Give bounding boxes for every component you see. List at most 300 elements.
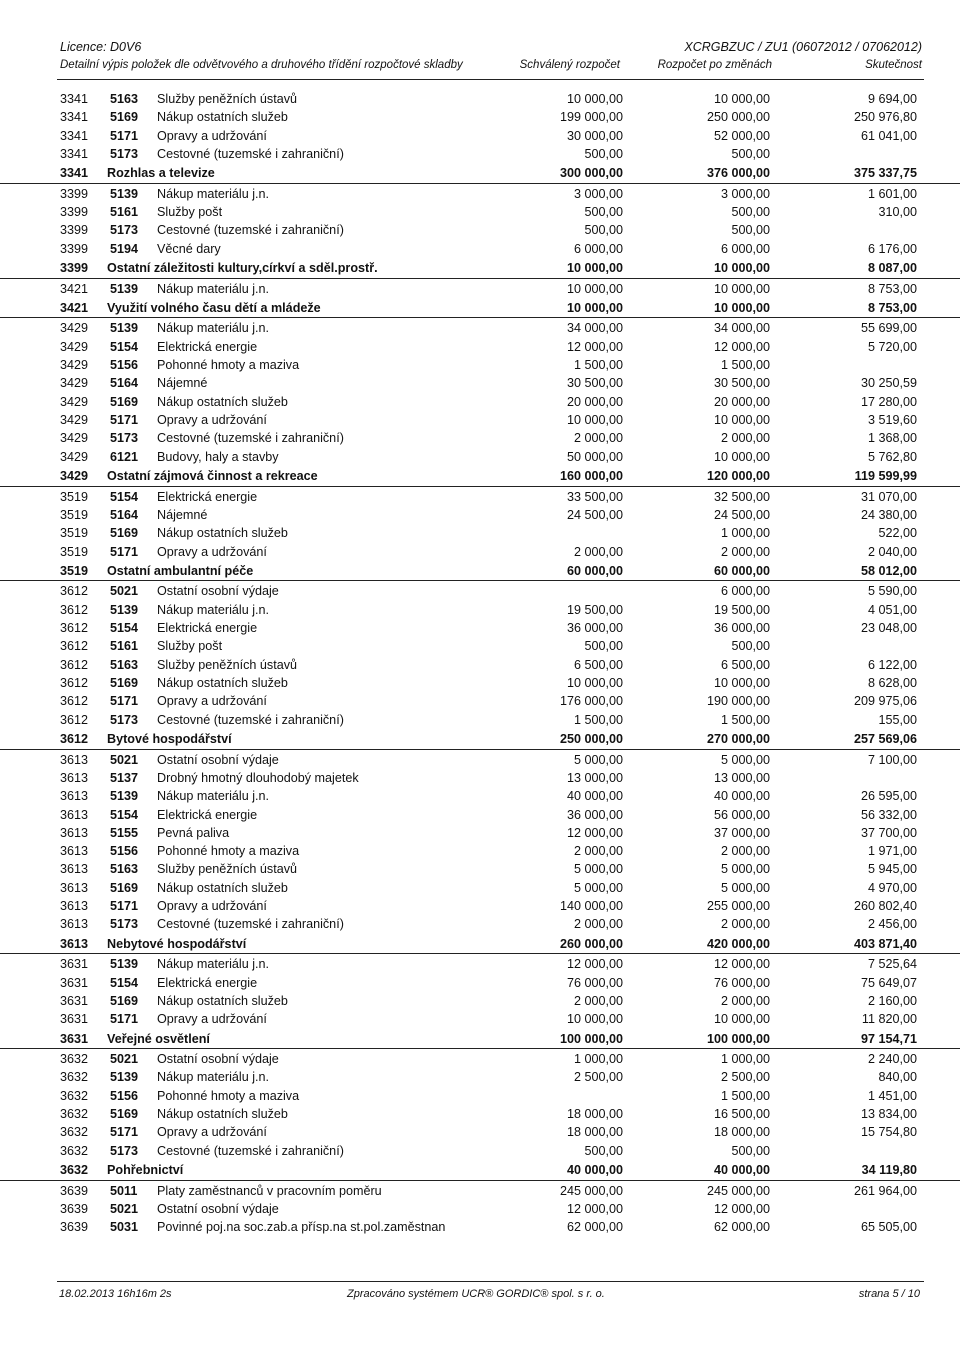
- rozpocet-cell: 500,00: [731, 1143, 770, 1158]
- schvaleny-cell: 10 000,00: [566, 413, 623, 428]
- table-row: [0, 524, 960, 542]
- rozpocet-cell: 2 500,00: [720, 1070, 770, 1085]
- paragraph-cell: 3399: [60, 205, 89, 220]
- skutecnost-cell: 58 012,00: [860, 563, 917, 578]
- table-row: [0, 751, 960, 769]
- schvaleny-cell: 5 000,00: [573, 880, 623, 895]
- item-code-cell: 5139: [110, 789, 139, 804]
- table-row: [0, 221, 960, 239]
- rozpocet-cell: 12 000,00: [713, 957, 770, 972]
- skutecnost-cell: 30 250,59: [860, 376, 917, 391]
- item-name-cell: Nákup materiálu j.n.: [157, 957, 269, 972]
- section-total-row: [0, 1160, 960, 1181]
- schvaleny-cell: 76 000,00: [566, 975, 623, 990]
- section-name-cell: Ostatní záležitosti kultury,církví a sděl.prostř.: [107, 261, 378, 276]
- item-name-cell: Opravy a udržování: [157, 1125, 267, 1140]
- rozpocet-cell: 10 000,00: [713, 281, 770, 296]
- item-code-cell: 5161: [110, 639, 139, 654]
- rozpocet-cell: 3 000,00: [720, 186, 770, 201]
- skutecnost-cell: 7 100,00: [867, 752, 917, 767]
- item-name-cell: Pohonné hmoty a maziva: [157, 1088, 300, 1103]
- rozpocet-cell: 2 000,00: [720, 431, 770, 446]
- section-name-cell: Využití volného času dětí a mládeže: [107, 300, 321, 315]
- item-code-cell: 5163: [110, 862, 139, 877]
- rozpocet-cell: 20 000,00: [713, 394, 770, 409]
- skutecnost-cell: 5 720,00: [867, 339, 917, 354]
- table-row: [0, 806, 960, 824]
- item-code-cell: 5163: [110, 92, 139, 106]
- section-total-row: [0, 466, 960, 487]
- rozpocet-cell: 5 000,00: [720, 862, 770, 877]
- skutecnost-cell: 61 041,00: [860, 128, 917, 143]
- paragraph-cell: 3429: [60, 469, 89, 484]
- paragraph-cell: 3613: [60, 844, 89, 859]
- schvaleny-cell: 1 500,00: [573, 358, 623, 373]
- skutecnost-cell: 26 595,00: [860, 789, 917, 804]
- table-row: [0, 127, 960, 145]
- schvaleny-cell: 2 000,00: [573, 544, 623, 559]
- paragraph-cell: 3429: [60, 321, 89, 336]
- item-name-cell: Věcné dary: [157, 241, 221, 256]
- rozpocet-cell: 5 000,00: [720, 880, 770, 895]
- table-row: [0, 240, 960, 258]
- item-name-cell: Nákup ostatních služeb: [157, 880, 288, 895]
- paragraph-cell: 3612: [60, 639, 89, 654]
- skutecnost-cell: 8 087,00: [867, 261, 917, 276]
- skutecnost-cell: 56 332,00: [860, 807, 917, 822]
- table-row: [0, 506, 960, 524]
- paragraph-cell: 3612: [60, 621, 89, 636]
- item-name-cell: Služby peněžních ústavů: [157, 92, 298, 106]
- item-name-cell: Pohonné hmoty a maziva: [157, 358, 300, 373]
- skutecnost-cell: 5 590,00: [867, 584, 917, 599]
- item-code-cell: 5169: [110, 526, 139, 541]
- report-footer: [57, 1281, 924, 1298]
- item-code-cell: 5011: [110, 1183, 138, 1198]
- skutecnost-cell: 2 456,00: [867, 917, 917, 932]
- report-code: XCRGBZUC / ZU1 (06072012 / 07062012): [684, 40, 922, 54]
- table-row: [0, 543, 960, 561]
- item-name-cell: Služby peněžních ústavů: [157, 862, 298, 877]
- schvaleny-cell: 34 000,00: [566, 321, 623, 336]
- skutecnost-cell: 119 599,99: [854, 469, 917, 484]
- table-row: [0, 1087, 960, 1105]
- item-code-cell: 5169: [110, 1107, 139, 1122]
- item-code-cell: 5156: [110, 358, 139, 373]
- schvaleny-cell: 60 000,00: [566, 563, 623, 578]
- item-code-cell: 5171: [110, 413, 139, 428]
- table-row: [0, 1142, 960, 1160]
- paragraph-cell: 3612: [60, 676, 89, 691]
- schvaleny-cell: 12 000,00: [566, 339, 623, 354]
- item-code-cell: 5169: [110, 676, 139, 691]
- paragraph-cell: 3639: [60, 1220, 89, 1235]
- skutecnost-cell: 209 975,06: [853, 694, 917, 709]
- schvaleny-cell: 500,00: [584, 146, 623, 161]
- rozpocet-cell: 30 500,00: [713, 376, 770, 391]
- rozpocet-cell: 1 500,00: [720, 358, 770, 373]
- schvaleny-cell: 18 000,00: [566, 1107, 623, 1122]
- item-name-cell: Služby pošt: [157, 639, 223, 654]
- item-name-cell: Služby pošt: [157, 205, 223, 220]
- rozpocet-cell: 36 000,00: [713, 621, 770, 636]
- schvaleny-cell: 3 000,00: [573, 186, 623, 201]
- table-row: [0, 90, 960, 108]
- paragraph-cell: 3341: [60, 146, 89, 161]
- schvaleny-cell: 2 000,00: [573, 993, 623, 1008]
- table-row: [0, 319, 960, 337]
- paragraph-cell: 3612: [60, 602, 89, 617]
- skutecnost-cell: 155,00: [878, 712, 917, 727]
- schvaleny-cell: 10 000,00: [566, 92, 623, 106]
- item-code-cell: 5171: [110, 899, 139, 914]
- schvaleny-cell: 5 000,00: [573, 752, 623, 767]
- paragraph-cell: 3612: [60, 694, 89, 709]
- schvaleny-cell: 100 000,00: [559, 1031, 623, 1046]
- table-row: [0, 1010, 960, 1028]
- rozpocet-cell: 19 500,00: [713, 602, 770, 617]
- item-name-cell: Opravy a udržování: [157, 544, 267, 559]
- item-code-cell: 5171: [110, 1125, 139, 1140]
- table-row: [0, 601, 960, 619]
- paragraph-cell: 3421: [60, 300, 89, 315]
- paragraph-cell: 3632: [60, 1070, 89, 1085]
- item-name-cell: Nákup materiálu j.n.: [157, 602, 269, 617]
- paragraph-cell: 3519: [60, 507, 89, 522]
- item-name-cell: Nájemné: [157, 376, 208, 391]
- skutecnost-cell: 1 368,00: [867, 431, 917, 446]
- section-name-cell: Bytové hospodářství: [107, 732, 232, 747]
- table-row: [0, 582, 960, 600]
- schvaleny-cell: 62 000,00: [566, 1220, 623, 1235]
- schvaleny-cell: 2 500,00: [573, 1070, 623, 1085]
- rozpocet-cell: 500,00: [731, 205, 770, 220]
- column-header-rozpocet: Rozpočet po změnách: [657, 59, 772, 71]
- skutecnost-cell: 13 834,00: [860, 1107, 917, 1122]
- schvaleny-cell: 1 500,00: [573, 712, 623, 727]
- skutecnost-cell: 24 380,00: [860, 507, 917, 522]
- rozpocet-cell: 420 000,00: [706, 936, 770, 951]
- rozpocet-cell: 1 500,00: [720, 1088, 770, 1103]
- section-total-row: [0, 163, 960, 184]
- skutecnost-cell: 23 048,00: [860, 621, 917, 636]
- schvaleny-cell: 5 000,00: [573, 862, 623, 877]
- column-headers: [60, 59, 922, 75]
- skutecnost-cell: 6 176,00: [867, 241, 917, 256]
- section-total-row: [0, 298, 960, 319]
- rozpocet-cell: 500,00: [731, 223, 770, 238]
- paragraph-cell: 3639: [60, 1201, 89, 1216]
- item-name-cell: Cestovné (tuzemské i zahraniční): [157, 1143, 344, 1158]
- rozpocet-cell: 24 500,00: [713, 507, 770, 522]
- rozpocet-cell: 6 500,00: [720, 657, 770, 672]
- rozpocet-cell: 34 000,00: [713, 321, 770, 336]
- skutecnost-cell: 257 569,06: [853, 732, 917, 747]
- paragraph-cell: 3632: [60, 1163, 89, 1178]
- paragraph-cell: 3519: [60, 563, 89, 578]
- skutecnost-cell: 522,00: [878, 526, 917, 541]
- table-row: [0, 915, 960, 933]
- paragraph-cell: 3632: [60, 1088, 89, 1103]
- table-row: [0, 280, 960, 298]
- paragraph-cell: 3632: [60, 1125, 89, 1140]
- skutecnost-cell: 375 337,75: [853, 166, 917, 181]
- item-name-cell: Budovy, haly a stavby: [157, 449, 279, 464]
- item-name-cell: Ostatní osobní výdaje: [157, 1201, 279, 1216]
- rozpocet-cell: 190 000,00: [706, 694, 770, 709]
- rozpocet-cell: 37 000,00: [713, 825, 770, 840]
- table-row: [0, 842, 960, 860]
- item-name-cell: Nákup ostatních služeb: [157, 110, 288, 125]
- paragraph-cell: 3632: [60, 1107, 89, 1122]
- section-name-cell: Ostatní zájmová činnost a rekreace: [107, 469, 318, 484]
- rozpocet-cell: 500,00: [731, 639, 770, 654]
- schvaleny-cell: 13 000,00: [566, 770, 623, 785]
- item-name-cell: Opravy a udržování: [157, 694, 267, 709]
- item-name-cell: Nákup materiálu j.n.: [157, 281, 269, 296]
- schvaleny-cell: 24 500,00: [566, 507, 623, 522]
- table-row: [0, 692, 960, 710]
- skutecnost-cell: 34 119,80: [861, 1163, 917, 1178]
- rozpocet-cell: 60 000,00: [713, 563, 770, 578]
- paragraph-cell: 3613: [60, 807, 89, 822]
- rozpocet-cell: 10 000,00: [713, 449, 770, 464]
- schvaleny-cell: 12 000,00: [566, 1201, 623, 1216]
- skutecnost-cell: 1 601,00: [867, 186, 917, 201]
- paragraph-cell: 3613: [60, 825, 89, 840]
- skutecnost-cell: 5 945,00: [867, 862, 917, 877]
- paragraph-cell: 3399: [60, 241, 89, 256]
- rozpocet-cell: 76 000,00: [713, 975, 770, 990]
- paragraph-cell: 3341: [60, 166, 89, 181]
- schvaleny-cell: 500,00: [584, 1143, 623, 1158]
- table-row: [0, 185, 960, 203]
- section-total-row: [0, 258, 960, 279]
- table-row: [0, 711, 960, 729]
- section-total-row: [0, 729, 960, 750]
- rozpocet-cell: 250 000,00: [706, 110, 770, 125]
- item-code-cell: 5156: [110, 1088, 139, 1103]
- skutecnost-cell: 75 649,07: [860, 975, 917, 990]
- item-code-cell: 5171: [110, 128, 139, 143]
- item-code-cell: 5173: [110, 917, 139, 932]
- skutecnost-cell: 31 070,00: [860, 489, 917, 504]
- table-row: [0, 955, 960, 973]
- paragraph-cell: 3612: [60, 712, 89, 727]
- item-code-cell: 5169: [110, 993, 139, 1008]
- table-row: [0, 656, 960, 674]
- rozpocet-cell: 120 000,00: [706, 469, 770, 484]
- paragraph-cell: 3399: [60, 186, 89, 201]
- skutecnost-cell: 4 970,00: [867, 880, 917, 895]
- paragraph-cell: 3612: [60, 732, 89, 747]
- schvaleny-cell: 10 000,00: [566, 1012, 623, 1027]
- section-name-cell: Pohřebnictví: [107, 1163, 184, 1178]
- item-code-cell: 5137: [110, 770, 139, 785]
- section-total-row: [0, 934, 960, 955]
- paragraph-cell: 3421: [60, 281, 89, 296]
- schvaleny-cell: 19 500,00: [566, 602, 623, 617]
- rozpocet-cell: 12 000,00: [713, 1201, 770, 1216]
- column-header-schvaleny: Schválený rozpočet: [519, 59, 620, 71]
- schvaleny-cell: 500,00: [584, 639, 623, 654]
- paragraph-cell: 3519: [60, 526, 89, 541]
- item-name-cell: Služby peněžních ústavů: [157, 657, 298, 672]
- table-row: [0, 448, 960, 466]
- skutecnost-cell: 4 051,00: [867, 602, 917, 617]
- paragraph-cell: 3341: [60, 128, 89, 143]
- paragraph-cell: 3631: [60, 993, 89, 1008]
- skutecnost-cell: 7 525,64: [867, 957, 917, 972]
- item-name-cell: Nákup materiálu j.n.: [157, 186, 269, 201]
- rozpocet-cell: 62 000,00: [713, 1220, 770, 1235]
- schvaleny-cell: 10 000,00: [566, 676, 623, 691]
- budget-table: [0, 90, 960, 1237]
- schvaleny-cell: 10 000,00: [566, 261, 623, 276]
- rozpocet-cell: 13 000,00: [713, 770, 770, 785]
- paragraph-cell: 3613: [60, 862, 89, 877]
- item-name-cell: Ostatní osobní výdaje: [157, 584, 279, 599]
- paragraph-cell: 3519: [60, 489, 89, 504]
- rozpocet-cell: 10 000,00: [713, 300, 770, 315]
- item-code-cell: 5171: [110, 544, 139, 559]
- schvaleny-cell: 40 000,00: [566, 789, 623, 804]
- schvaleny-cell: 30 000,00: [566, 128, 623, 143]
- skutecnost-cell: 97 154,71: [860, 1031, 917, 1046]
- item-name-cell: Ostatní osobní výdaje: [157, 752, 279, 767]
- table-row: [0, 1218, 960, 1236]
- skutecnost-cell: 37 700,00: [860, 825, 917, 840]
- table-row: [0, 488, 960, 506]
- item-code-cell: 5173: [110, 146, 139, 161]
- rozpocet-cell: 270 000,00: [706, 732, 770, 747]
- schvaleny-cell: 160 000,00: [559, 469, 623, 484]
- item-code-cell: 5173: [110, 1143, 139, 1158]
- schvaleny-cell: 140 000,00: [559, 899, 623, 914]
- item-code-cell: 5139: [110, 602, 139, 617]
- rozpocet-cell: 10 000,00: [713, 676, 770, 691]
- item-code-cell: 5021: [110, 584, 139, 599]
- rozpocet-cell: 12 000,00: [713, 339, 770, 354]
- item-code-cell: 5021: [110, 1052, 139, 1067]
- schvaleny-cell: 12 000,00: [566, 957, 623, 972]
- skutecnost-cell: 1 971,00: [867, 844, 917, 859]
- paragraph-cell: 3613: [60, 899, 89, 914]
- item-name-cell: Nákup materiálu j.n.: [157, 789, 269, 804]
- item-code-cell: 5161: [110, 205, 139, 220]
- item-code-cell: 5171: [110, 1012, 139, 1027]
- skutecnost-cell: 2 240,00: [867, 1052, 917, 1067]
- item-code-cell: 5031: [110, 1220, 139, 1235]
- schvaleny-cell: 245 000,00: [559, 1183, 623, 1198]
- schvaleny-cell: 20 000,00: [566, 394, 623, 409]
- paragraph-cell: 3613: [60, 770, 89, 785]
- paragraph-cell: 3399: [60, 261, 89, 276]
- item-code-cell: 5163: [110, 657, 139, 672]
- skutecnost-cell: 3 519,60: [867, 413, 917, 428]
- skutecnost-cell: 2 040,00: [867, 544, 917, 559]
- paragraph-cell: 3429: [60, 413, 89, 428]
- system-label: Zpracováno systémem UCR® GORDIC® spol. s r. o.: [347, 1288, 605, 1300]
- table-row: [0, 1068, 960, 1086]
- schvaleny-cell: 6 500,00: [573, 657, 623, 672]
- schvaleny-cell: 36 000,00: [566, 621, 623, 636]
- skutecnost-cell: 9 694,00: [867, 92, 917, 106]
- schvaleny-cell: 50 000,00: [566, 449, 623, 464]
- table-row: [0, 429, 960, 447]
- schvaleny-cell: 10 000,00: [566, 281, 623, 296]
- rozpocet-cell: 255 000,00: [706, 899, 770, 914]
- schvaleny-cell: 2 000,00: [573, 431, 623, 446]
- paragraph-cell: 3631: [60, 1031, 89, 1046]
- table-row: [0, 203, 960, 221]
- schvaleny-cell: 2 000,00: [573, 844, 623, 859]
- item-code-cell: 5169: [110, 394, 139, 409]
- item-code-cell: 5154: [110, 339, 139, 354]
- schvaleny-cell: 33 500,00: [566, 489, 623, 504]
- paragraph-cell: 3613: [60, 752, 89, 767]
- rozpocet-cell: 2 000,00: [720, 993, 770, 1008]
- item-name-cell: Cestovné (tuzemské i zahraniční): [157, 917, 344, 932]
- report-description: Detailní výpis položek dle odvětvového a druhového třídění rozpočtové skladby: [60, 59, 463, 71]
- item-name-cell: Nákup ostatních služeb: [157, 1107, 288, 1122]
- table-row: [0, 1050, 960, 1068]
- paragraph-cell: 3631: [60, 957, 89, 972]
- item-code-cell: 5139: [110, 186, 139, 201]
- skutecnost-cell: 1 451,00: [867, 1088, 917, 1103]
- item-code-cell: 5154: [110, 807, 139, 822]
- table-row: [0, 897, 960, 915]
- item-name-cell: Povinné poj.na soc.zab.a přísp.na st.pol.zaměstnan: [157, 1220, 446, 1235]
- schvaleny-cell: 500,00: [584, 223, 623, 238]
- skutecnost-cell: 250 976,80: [853, 110, 917, 125]
- column-header-skutecnost: Skutečnost: [865, 59, 922, 71]
- item-code-cell: 5164: [110, 376, 139, 391]
- skutecnost-cell: 55 699,00: [860, 321, 917, 336]
- item-code-cell: 5139: [110, 957, 139, 972]
- rozpocet-cell: 16 500,00: [713, 1107, 770, 1122]
- item-name-cell: Ostatní osobní výdaje: [157, 1052, 279, 1067]
- rozpocet-cell: 1 500,00: [720, 712, 770, 727]
- item-code-cell: 5155: [110, 825, 139, 840]
- paragraph-cell: 3631: [60, 1012, 89, 1027]
- rozpocet-cell: 6 000,00: [720, 241, 770, 256]
- rozpocet-cell: 100 000,00: [706, 1031, 770, 1046]
- item-code-cell: 5164: [110, 507, 139, 522]
- table-row: [0, 674, 960, 692]
- table-row: [0, 769, 960, 787]
- page-number: strana 5 / 10: [858, 1288, 920, 1300]
- item-code-cell: 5169: [110, 110, 139, 125]
- item-code-cell: 5171: [110, 694, 139, 709]
- item-code-cell: 5173: [110, 431, 139, 446]
- rozpocet-cell: 376 000,00: [706, 166, 770, 181]
- table-row: [0, 860, 960, 878]
- table-row: [0, 374, 960, 392]
- schvaleny-cell: 199 000,00: [559, 110, 623, 125]
- table-row: [0, 411, 960, 429]
- paragraph-cell: 3613: [60, 936, 89, 951]
- rozpocet-cell: 40 000,00: [713, 789, 770, 804]
- rozpocet-cell: 10 000,00: [713, 92, 770, 106]
- item-name-cell: Nájemné: [157, 507, 208, 522]
- table-row: [0, 974, 960, 992]
- item-name-cell: Elektrická energie: [157, 621, 258, 636]
- item-code-cell: 5194: [110, 241, 139, 256]
- table-row: [0, 637, 960, 655]
- skutecnost-cell: 840,00: [878, 1070, 917, 1085]
- paragraph-cell: 3429: [60, 339, 89, 354]
